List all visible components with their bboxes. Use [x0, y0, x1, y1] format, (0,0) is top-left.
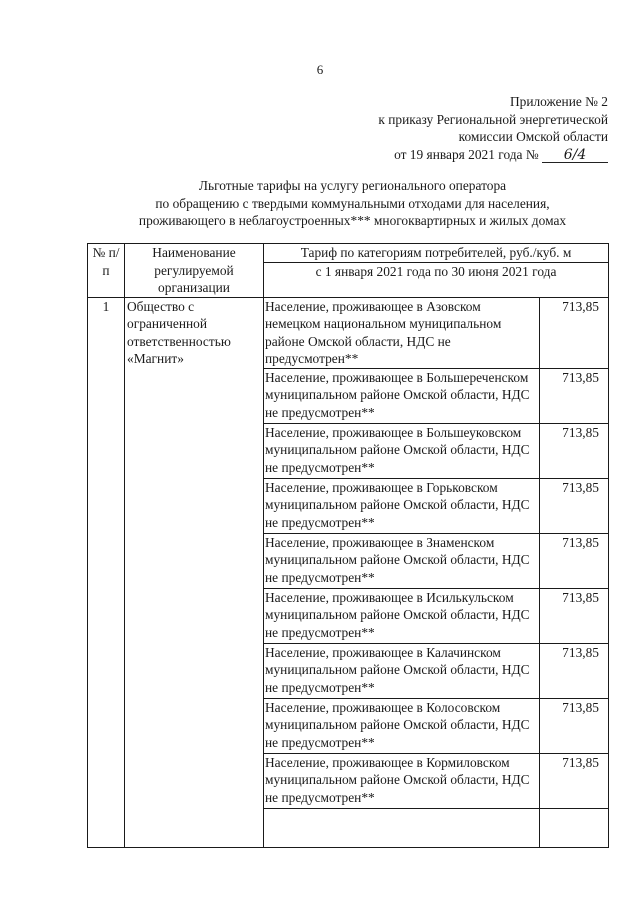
appendix-date-line — [288, 146, 608, 164]
tariff-value: 713,85 — [540, 533, 609, 588]
tariff-table — [87, 243, 609, 848]
row-number: 1 — [88, 297, 125, 847]
appendix-order-ref: к приказу Региональной энергетической — [378, 111, 608, 127]
tariff-value: 713,85 — [540, 478, 609, 533]
header-organization: Наименование регулируемой организации — [125, 244, 264, 298]
order-number-handwritten: 6/4 — [542, 149, 608, 163]
appendix-title: Приложение № 2 — [509, 94, 608, 109]
title-line-2: по обращению с твердыми коммунальными отходами для населения, — [155, 195, 550, 211]
appendix-commission: комиссии Омской области — [458, 129, 608, 145]
tariff-value: 713,85 — [540, 698, 609, 753]
document-title — [100, 177, 605, 230]
empty-cell — [264, 808, 540, 847]
title-line-3: проживающего в неблагоустроенных*** многоквартирных и жилых домах — [138, 213, 567, 229]
appendix-date: от 19 января 2021 года № — [394, 146, 539, 162]
consumer-category: Население, проживающее в Калачинском муниципальном районе Омской области, НДС не предусмотрен** — [264, 643, 540, 698]
tariff-value: 713,85 — [540, 423, 609, 478]
consumer-category: Население, проживающее в Знаменском муниципальном районе Омской области, НДС не предусмотрен** — [264, 533, 540, 588]
consumer-category: Население, проживающее в Колосовском муниципальном районе Омской области, НДС не предусмотрен** — [264, 698, 540, 753]
consumer-category: Население, проживающее в Кормиловском муниципальном районе Омской области, НДС не предусмотрен** — [264, 753, 540, 808]
tariff-value: 713,85 — [540, 643, 609, 698]
empty-cell — [540, 808, 609, 847]
header-tariff: Тариф по категориям потребителей, руб./куб. м — [264, 244, 609, 263]
tariff-value: 713,85 — [540, 368, 609, 423]
tariff-value: 713,85 — [540, 297, 609, 368]
page-number: 6 — [316, 62, 324, 77]
header-number: № п/п — [88, 244, 125, 298]
consumer-category: Население, проживающее в Азовском немецком национальном муниципальном районе Омской области, НДС не предусмотрен** — [264, 297, 540, 368]
tariff-value: 713,85 — [540, 753, 609, 808]
table-header-row — [88, 244, 609, 263]
consumer-category: Население, проживающее в Горьковском муниципальном районе Омской области, НДС не предусмотрен** — [264, 478, 540, 533]
consumer-category: Население, проживающее в Большереченском муниципальном районе Омской области, НДС не предусмотрен** — [264, 368, 540, 423]
appendix-header — [288, 93, 608, 163]
consumer-category: Население, проживающее в Исилькульском муниципальном районе Омской области, НДС не предусмотрен** — [264, 588, 540, 643]
consumer-category: Население, проживающее в Большеуковском муниципальном районе Омской области, НДС не предусмотрен** — [264, 423, 540, 478]
header-period: с 1 января 2021 года по 30 июня 2021 года — [264, 262, 609, 297]
table-row — [88, 297, 609, 368]
title-line-1: Льготные тарифы на услугу регионального оператора — [198, 178, 507, 193]
tariff-value: 713,85 — [540, 588, 609, 643]
organization-name: Общество с ограниченной ответственностью «Магнит» — [125, 297, 264, 847]
